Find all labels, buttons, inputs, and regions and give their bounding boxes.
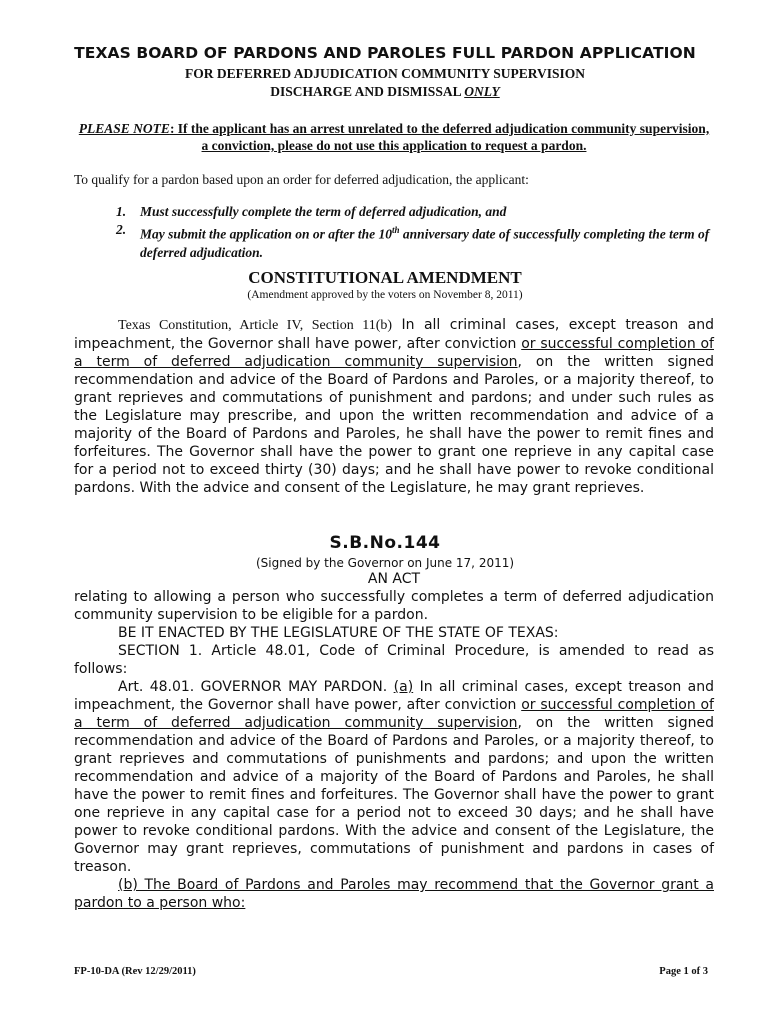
article-text-underlined: or successful completion of a term of deferred adjudication community supervision — [74, 697, 714, 731]
page-number: Page 1 of 3 — [659, 966, 708, 977]
constitution-citation: Texas Constitution, Article IV, Section 11(b) — [118, 318, 393, 333]
subtitle-prefix: DISCHARGE AND DISMISSAL — [270, 84, 465, 99]
constitution-text-underlined: or successful completion of a term of deferred adjudication community supervision — [74, 336, 714, 370]
article-text-1: In all criminal cases, except treason and impeachment, the Governor shall have power, after conviction — [74, 679, 714, 713]
act-heading: AN ACT — [367, 571, 421, 587]
list-item — [116, 203, 716, 221]
list-number: 1. — [116, 204, 127, 219]
bill-subtitle: (Signed by the Governor on June 17, 2011) — [255, 556, 515, 570]
constitution-text-a: In all criminal cases, except treason and impeachment, the Governor shall have power, after conviction — [74, 317, 714, 352]
requirement-text-after: anniversary date of successfully completing the term of deferred adjudication. — [140, 226, 710, 260]
article-subsection-b: (b) The Board of Pardons and Paroles may recommend that the Governor grant a pardon to a person who: — [74, 877, 714, 911]
article-48-01 — [74, 678, 714, 876]
document-title: TEXAS BOARD OF PARDONS AND PAROLES FULL PARDON APPLICATION — [74, 44, 696, 62]
constitutional-amendment-subtitle: (Amendment approved by the voters on November 8, 2011) — [247, 289, 523, 301]
please-note-text: : If the applicant has an arrest unrelated to the deferred adjudication community supervision, a conviction, please do not use this application to request a pardon. — [169, 121, 710, 153]
please-note-label: PLEASE NOTE — [78, 121, 170, 136]
constitutional-text — [74, 316, 714, 497]
requirement-text-before: May submit the application on or after the 10 — [140, 226, 393, 242]
act-section-1: SECTION 1. Article 48.01, Code of Criminal Procedure, is amended to read as follows: — [74, 643, 714, 677]
list-item — [116, 221, 716, 262]
bill-title: S.B.No.144 — [329, 533, 441, 553]
requirement-superscript: th — [392, 225, 400, 235]
requirement-text: Must successfully complete the term of deferred adjudication, and — [140, 204, 507, 219]
act-body — [74, 570, 714, 912]
constitutional-amendment-heading: CONSTITUTIONAL AMENDMENT — [248, 268, 522, 287]
subtitle-only-emphasis: ONLY — [464, 84, 500, 99]
act-enacted: BE IT ENACTED BY THE LEGISLATURE OF THE STATE OF TEXAS: — [118, 625, 559, 641]
requirements-list — [116, 203, 716, 262]
constitution-text-b: , on the written signed recommendation and advice of the Board of Pardons and Paroles, or a majority thereof, to grant reprieves and commutations of punishment and pardons; and under such rules as the Legislature may prescribe, and upon the written recommendation and advice of a majority of the Board of Pardons and Paroles, he shall have the power to remit fines and forfeitures. The Governor shall have the power to grant one reprieve in any capital case for a period not to exceed thirty (30) days; and he shall have power to revoke conditional pardons. With the advice and consent of the Legislature, he may grant reprieves. — [74, 354, 714, 496]
list-number: 2. — [116, 222, 127, 237]
article-text-2: , on the written signed recommendation and advice of the Board of Pardons and Paroles, or a majority thereof, to grant reprieves and commutations of punishments and pardons; and upon the written recommendation and advice of a majority of the Board of Pardons and Paroles, he shall have the power to remit fines and forfeitures. The Governor shall have the power to grant one reprieve in any capital case for a period not to exceed 30 days; and he shall have power to revoke conditional pardons. With the advice and consent of the Legislature, the Governor may grant reprieves, commutations of punishment and pardons in cases of treason. — [74, 715, 714, 875]
qualify-intro: To qualify for a pardon based upon an order for deferred adjudication, the applicant: — [74, 172, 529, 187]
document-subtitle-line1: FOR DEFERRED ADJUDICATION COMMUNITY SUPERVISION — [184, 66, 586, 81]
document-subtitle-line2 — [0, 84, 770, 100]
article-heading: Art. 48.01. GOVERNOR MAY PARDON. — [118, 679, 394, 695]
please-note — [74, 120, 714, 154]
form-id: FP-10-DA (Rev 12/29/2011) — [74, 966, 196, 977]
article-subsection-a: (a) — [393, 679, 414, 695]
act-relating: relating to allowing a person who successfully completes a term of deferred adjudication community supervision to be eligible for a pardon. — [74, 589, 714, 623]
